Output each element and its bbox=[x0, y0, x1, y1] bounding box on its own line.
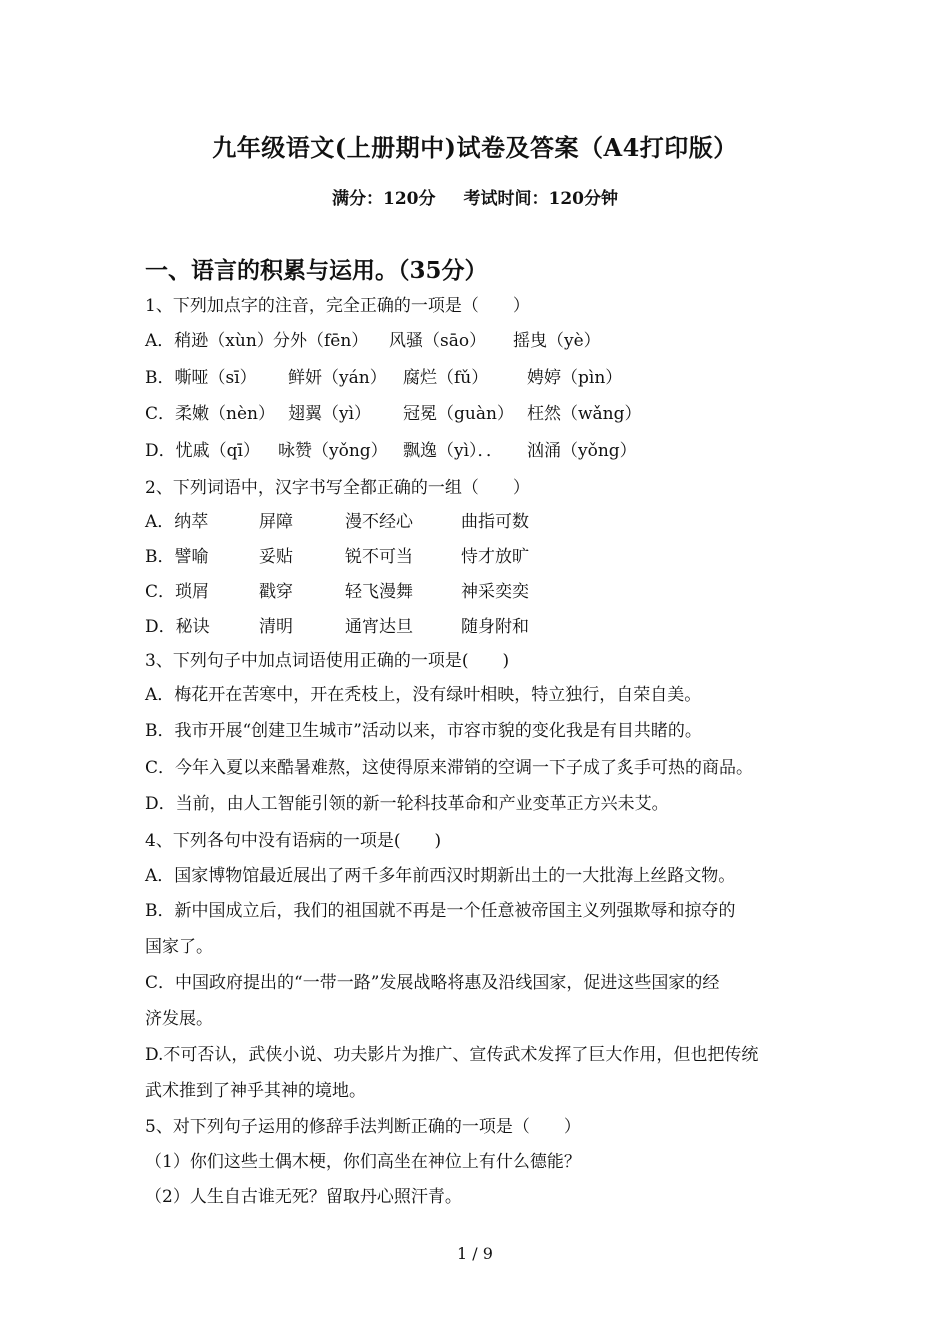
question-4-option-c: C．中国政府提出的“一带一路”发展战略将惠及沿线国家，促进这些国家的经 bbox=[145, 973, 720, 993]
question-3-option-a: A．梅花开在苦寒中，开在秃枝上，没有绿叶相映，特立独行，自荣自美。 bbox=[145, 685, 702, 705]
exam-meta bbox=[0, 184, 950, 209]
question-2-option-a: A．纳萃 屏障 漫不经心 曲指可数 bbox=[145, 512, 529, 532]
question-5-stem: 5、对下列句子运用的修辞手法判断正确的一项是（ ） bbox=[145, 1117, 581, 1137]
full-score: 满分：120分 bbox=[332, 189, 436, 209]
page-number: 1 / 9 bbox=[457, 1244, 493, 1263]
question-4-option-b-cont: 国家了。 bbox=[145, 937, 213, 957]
question-2-option-b: B．譬喻 妥贴 锐不可当 恃才放旷 bbox=[145, 547, 529, 567]
question-5-item-1: （1）你们这些土偶木梗，你们高坐在神位上有什么德能？ bbox=[145, 1152, 581, 1172]
question-4-option-d: D.不可否认，武侠小说、功夫影片为推广、宣传武术发挥了巨大作用，但也把传统 bbox=[145, 1045, 759, 1065]
question-4-option-a: A．国家博物馆最近展出了两千多年前西汉时期新出土的一大批海上丝路文物。 bbox=[145, 866, 736, 886]
question-2-option-c: C．琐屑 戳穿 轻飞漫舞 神采奕奕 bbox=[145, 582, 529, 602]
question-1-option-d: D．忧戚（qī） 咏赞（yǒng） 飘逸（yì）．． 汹涌（yǒng） bbox=[145, 441, 637, 461]
question-1-option-b: B．嘶哑（sī） 鲜妍（yán） 腐烂（fǔ） 娉婷（pìn） bbox=[145, 368, 623, 388]
question-4-option-b: B．新中国成立后，我们的祖国就不再是一个任意被帝国主义列强欺辱和掠夺的 bbox=[145, 901, 736, 921]
question-1-option-a: A．稍逊（xùn）分外（fēn） 风骚（sāo） 摇曳（yè） bbox=[145, 331, 601, 351]
section-heading: 一、语言的积累与运用。（35分） bbox=[145, 257, 488, 284]
document-title: 九年级语文(上册期中)试卷及答案（A4打印版） bbox=[212, 133, 738, 162]
question-3-option-b: B．我市开展“创建卫生城市”活动以来，市容市貌的变化我是有目共睹的。 bbox=[145, 721, 702, 741]
question-3-stem: 3、下列句子中加点词语使用正确的一项是( ) bbox=[145, 651, 510, 671]
question-1-stem: 1、下列加点字的注音，完全正确的一项是（ ） bbox=[145, 296, 530, 316]
question-5-item-2: （2）人生自古谁无死？留取丹心照汗青。 bbox=[145, 1187, 462, 1207]
exam-time: 考试时间：120分钟 bbox=[463, 189, 618, 209]
question-3-option-c: C．今年入夏以来酷暑难熬，这使得原来滞销的空调一下子成了炙手可热的商品。 bbox=[145, 758, 754, 778]
question-2-option-d: D．秘诀 清明 通宵达旦 随身附和 bbox=[145, 617, 529, 637]
question-4-stem: 4、下列各句中没有语病的一项是( ) bbox=[145, 831, 442, 851]
question-2-stem: 2、下列词语中，汉字书写全都正确的一组（ ） bbox=[145, 478, 530, 498]
question-3-option-d: D．当前，由人工智能引领的新一轮科技革命和产业变革正方兴未艾。 bbox=[145, 794, 669, 814]
question-4-option-c-cont: 济发展。 bbox=[145, 1009, 213, 1029]
question-4-option-d-cont: 武术推到了神乎其神的境地。 bbox=[145, 1081, 366, 1101]
question-1-option-c: C．柔嫩（nèn） 翅翼（yì） 冠冕（guàn） 枉然（wǎng） bbox=[145, 404, 642, 424]
